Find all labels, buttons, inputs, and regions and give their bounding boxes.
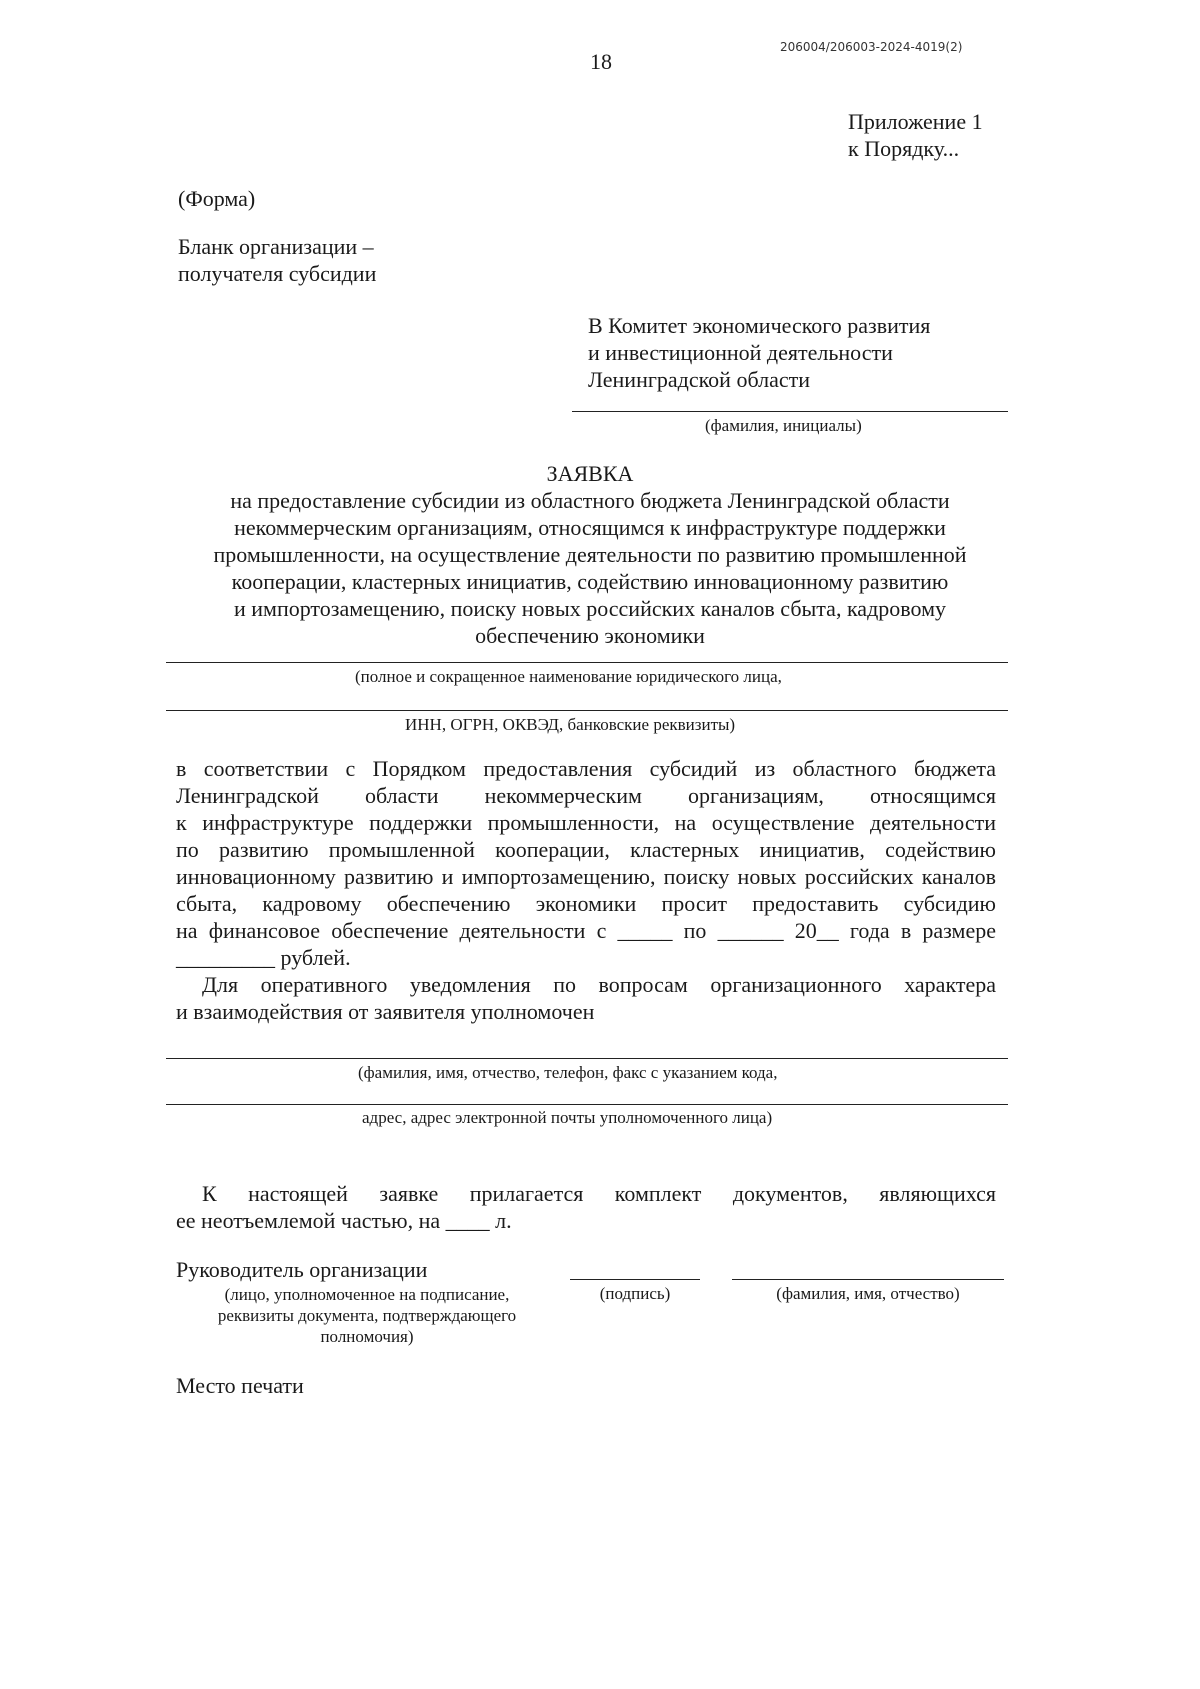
contact-person-line[interactable] [166, 1058, 1008, 1059]
page-number: 18 [590, 49, 612, 74]
contact-address-line[interactable] [166, 1104, 1008, 1105]
attachments-paragraph: К настоящей заявке прилагается комплект документов, являющихся ее неотъемлемой частью, на ____ л. [176, 1181, 996, 1233]
applicant-details-line[interactable] [166, 710, 1008, 711]
application-title: ЗАЯВКА [546, 461, 634, 486]
applicant-name-caption: (полное и сокращенное наименование юридического лица, [355, 667, 782, 686]
addressee-block: В Комитет экономического развития и инвестиционной деятельности Ленинградской области [588, 313, 931, 392]
contact-person-caption: (фамилия, имя, отчество, телефон, факс с указанием кода, [358, 1063, 778, 1082]
application-body: в соответствии с Порядком предоставления субсидий из областного бюджета Ленинградской области некоммерческим организациям, относящимся к инфраструктуре поддержки промышленности, на осуществление деятельности по развитию промышленной кооперации, кластерных инициатив, содействию инновационному развитию и импортозамещению, поиску новых российских каналов сбыта, кадровому обеспечению экономики просит предоставить субсидию на финансовое обеспечение деятельности с _____ по ______ 20__ года в размере _________ рублей. Для оперативного уведомления по вопросам организационного характера и взаимодействия от заявителя уполномочен [176, 756, 996, 1024]
signatory-name-caption: (фамилия, имя, отчество) [776, 1284, 960, 1303]
application-subtitle: на предоставление субсидии из областного бюджета Ленинградской области некоммерческим организациям, относящимся к инфраструктуре поддержки промышленности, на осуществление деятельности по развитию промышленной кооперации, кластерных инициатив, содействию инновационному развитию и импортозамещению, поиску новых российских каналов сбыта, кадровому обеспечению экономики [213, 488, 967, 648]
signatory-label: Руководитель организации [176, 1257, 428, 1282]
signature-line[interactable] [570, 1279, 700, 1280]
letterhead-note: Бланк организации – получателя субсидии [178, 234, 377, 286]
document-id: 206004/206003-2024-4019(2) [780, 40, 963, 54]
seal-place: Место печати [176, 1373, 304, 1398]
addressee-name-caption: (фамилия, инициалы) [705, 416, 862, 435]
signature-caption: (подпись) [599, 1284, 671, 1303]
applicant-name-line[interactable] [166, 662, 1008, 663]
appendix-label: Приложение 1 к Порядку... [848, 109, 983, 161]
contact-address-caption: адрес, адрес электронной почты уполномоченного лица) [362, 1108, 773, 1127]
addressee-name-line[interactable] [572, 411, 1008, 412]
signatory-note: (лицо, уполномоченное на подписание, реквизиты документа, подтверждающего полномочия) [217, 1285, 517, 1346]
applicant-details-caption: ИНН, ОГРН, ОКВЭД, банковские реквизиты) [405, 715, 736, 734]
form-label: (Форма) [178, 186, 256, 211]
signatory-name-line[interactable] [732, 1279, 1004, 1280]
